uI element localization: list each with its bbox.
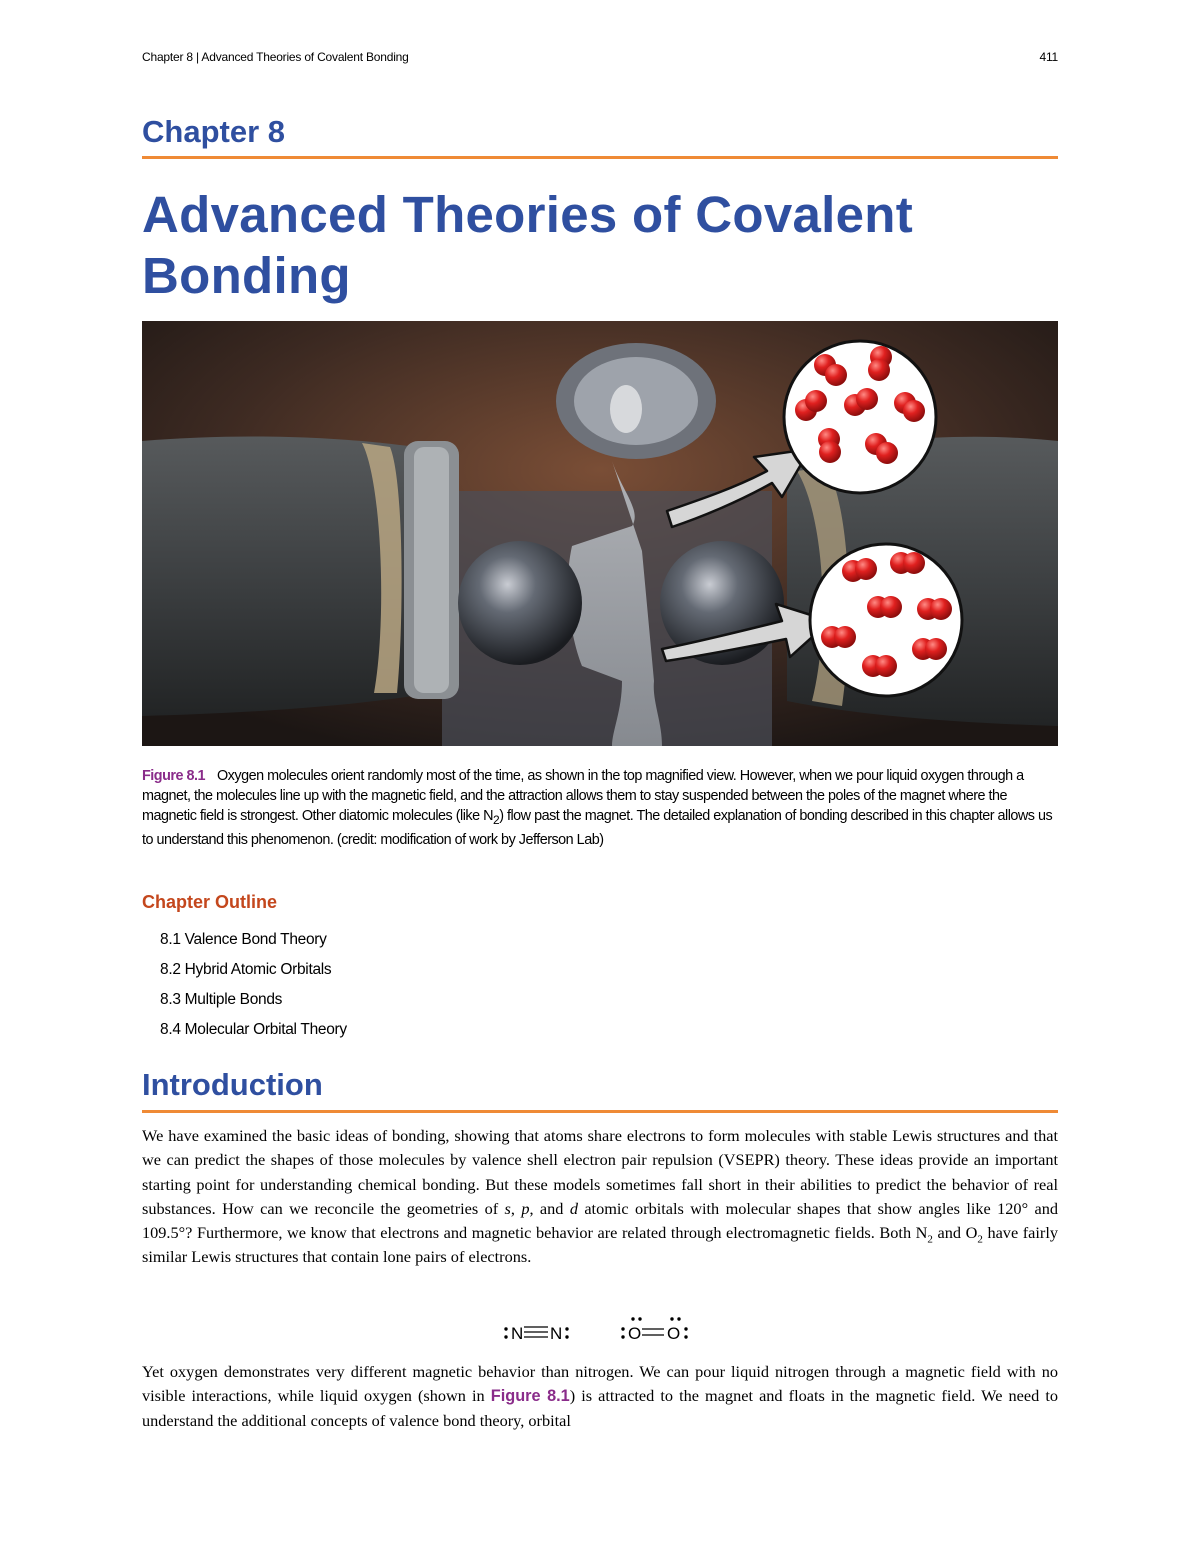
figure-link[interactable]: Figure 8.1 (490, 1387, 570, 1406)
outline-item[interactable]: 8.2 Hybrid Atomic Orbitals (160, 961, 332, 978)
lewis-o-left: O (628, 1324, 642, 1343)
introduction-rule (142, 1110, 1058, 1113)
lewis-n-right: N (550, 1324, 563, 1343)
outline-item[interactable]: 8.3 Multiple Bonds (160, 991, 283, 1008)
caption-subscript: 2 (493, 812, 500, 827)
introduction-heading: Introduction (142, 1067, 323, 1102)
chapter-label: Chapter 8 (142, 114, 285, 149)
running-head-title: Chapter 8 | Advanced Theories of Covalent Bonding (142, 50, 409, 64)
intro-paragraph-2: Yet oxygen demonstrates very different magnetic behavior than nitrogen. We can pour liquid nitrogen through a magnetic field with no visible interactions, while liquid oxygen (shown in Figure 8.1) is attracted to the magnet and floats in the magnetic field. We need to understand the additional concepts of valence bond theory, orbital (142, 1362, 1059, 1430)
lewis-o-right: O (667, 1324, 681, 1343)
figure-caption (142, 766, 1058, 850)
figure-number: Figure 8.1 (142, 768, 205, 784)
caption-text-2: ) flow past the magnet. The detailed explanation of bonding described in this chapter allows us to understand this phenomenon. (credit: modification of work by Jefferson Lab) (142, 808, 1053, 848)
liquid-oxygen-magnet-illustration (142, 321, 1058, 746)
outline-item[interactable]: 8.4 Molecular Orbital Theory (160, 1021, 347, 1038)
intro-paragraph-1: We have examined the basic ideas of bonding, showing that atoms share electrons to form molecules with stable Lewis structures and that we can predict the shapes of those molecules by valence shell electron pair repulsion (VSEPR) theory. These ideas provide an important starting point for understanding chemical bonding. But these models sometimes fall short in their abilities to predict the behavior of real substances. How can we reconcile the geometries of s, p, and d atomic orbitals with molecular shapes that show angles like 120° and 109.5°? Furthermore, we know that electrons and magnetic behavior are related through electromagnetic fields. Both $N_2$ and $O_2$ have fairly similar Lewis structures that contain lone pairs of electrons. (142, 1126, 1059, 1267)
running-head (142, 50, 1058, 66)
figure-photo (142, 321, 1058, 746)
chapter-title: Advanced Theories of Covalent Bonding (142, 186, 914, 304)
lewis-n-left: N (511, 1324, 524, 1343)
caption-text-1: Oxygen molecules orient randomly most of the time, as shown in the top magnified view. However, when we pour liquid oxygen through a magnet, the molecules line up with the magnetic field, and the attraction allows them to stay suspended between the poles of the magnet where the magnetic field is strongest. Other diatomic molecules (like N (142, 768, 1024, 824)
chapter-outline-list (160, 930, 347, 1050)
outline-item[interactable]: 8.1 Valence Bond Theory (160, 931, 327, 948)
page-number: 411 (1039, 50, 1058, 64)
chapter-outline-heading: Chapter Outline (142, 892, 278, 912)
chapter-rule (142, 156, 1058, 159)
lewis-structures (482, 1316, 722, 1346)
